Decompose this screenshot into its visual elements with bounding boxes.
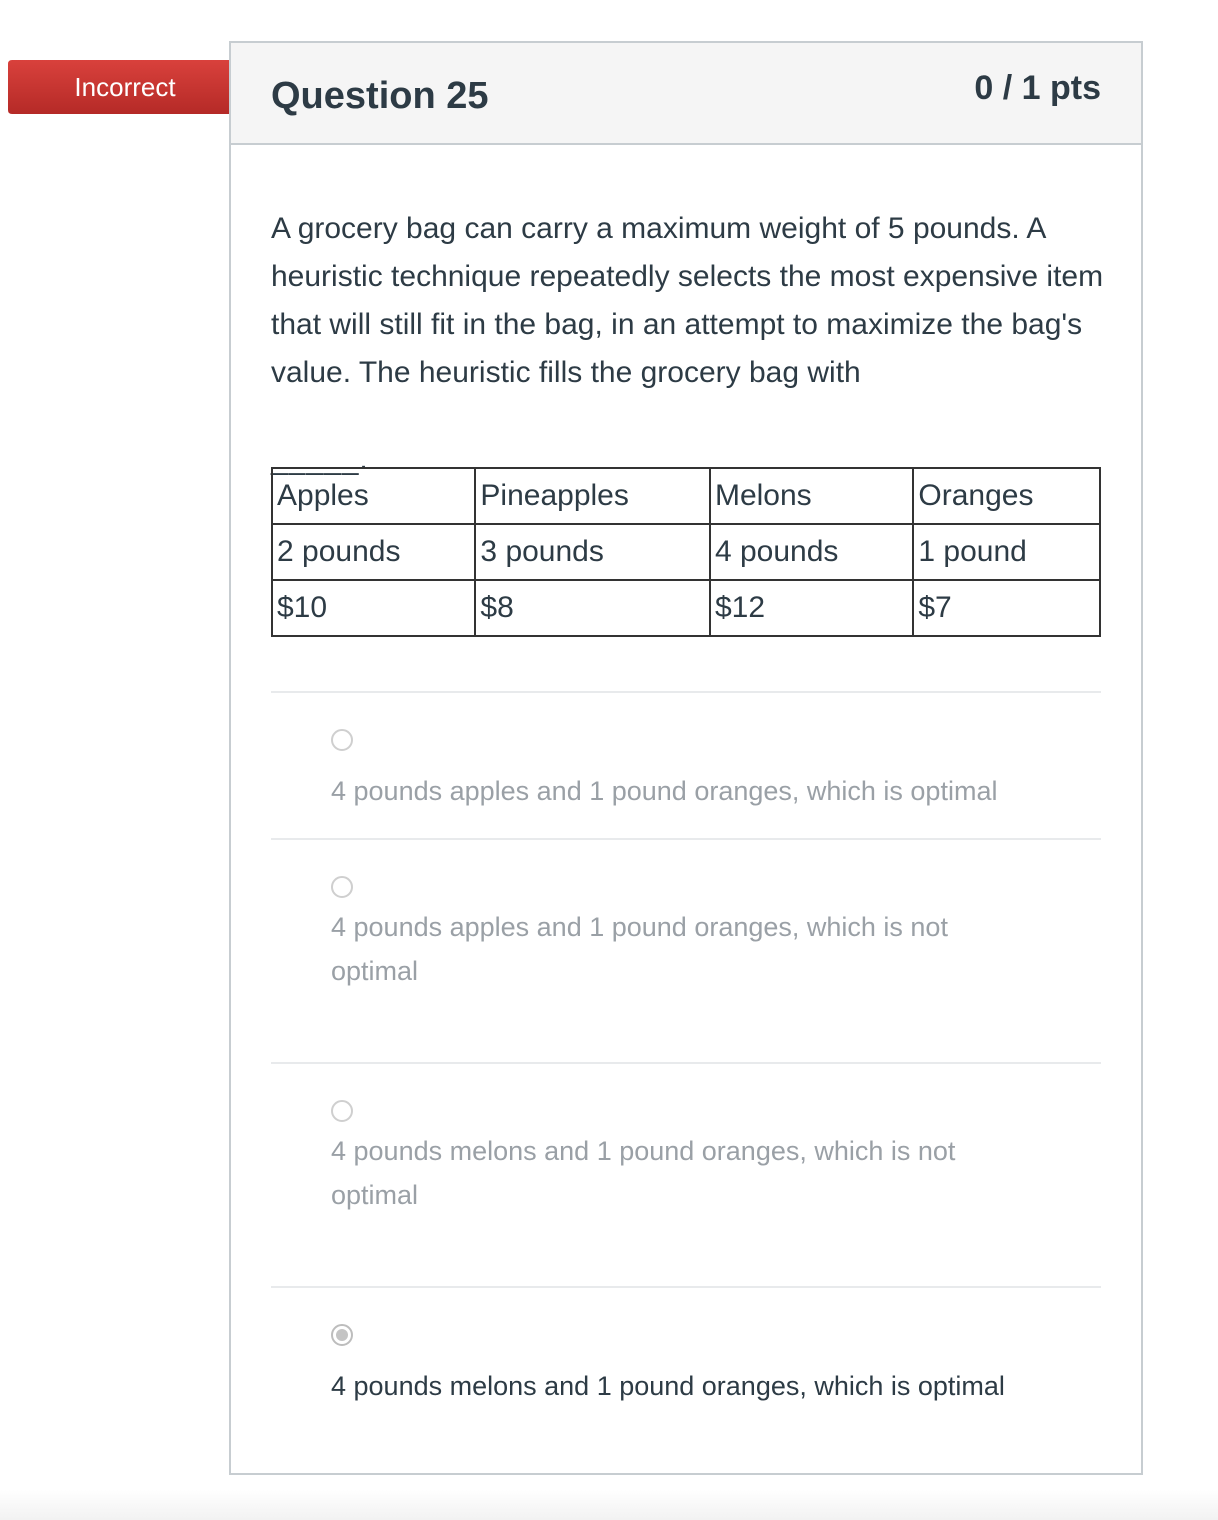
answer-radio-4-selected[interactable] xyxy=(331,1324,353,1346)
table-cell: $12 xyxy=(710,580,913,636)
table-cell: Melons xyxy=(710,468,913,524)
table-cell: 4 pounds xyxy=(710,524,913,580)
items-table xyxy=(271,467,1101,637)
question-text: A grocery bag can carry a maximum weight of 5 pounds. A heuristic technique repeatedly selects the most expensive item that will still fit in the bag, in an attempt to maximize the bag's value. The heuristic fills the grocery bag with xyxy=(271,212,1104,389)
question-blank: _____. xyxy=(271,443,369,476)
answer-text-2: 4 pounds apples and 1 pound oranges, which is not optimal xyxy=(331,912,948,986)
answer-radio-3[interactable] xyxy=(331,1100,353,1122)
status-label: Incorrect xyxy=(74,72,176,102)
answer-divider xyxy=(271,1062,1101,1064)
table-row xyxy=(272,580,1100,636)
incorrect-flag xyxy=(8,60,258,114)
bottom-shade xyxy=(0,1490,1218,1520)
table-cell: 2 pounds xyxy=(272,524,475,580)
table-row xyxy=(272,524,1100,580)
answer-divider xyxy=(271,838,1101,840)
answer-radio-1[interactable] xyxy=(331,729,353,751)
answer-divider xyxy=(271,1286,1101,1288)
question-header xyxy=(231,43,1141,145)
table-cell: $8 xyxy=(475,580,710,636)
answer-radio-2[interactable] xyxy=(331,876,353,898)
answer-divider xyxy=(271,691,1101,693)
table-row xyxy=(272,468,1100,524)
table-cell: Oranges xyxy=(913,468,1100,524)
question-card xyxy=(229,41,1143,1475)
answer-text-3: 4 pounds melons and 1 pound oranges, which is not optimal xyxy=(331,1136,956,1210)
question-title: Question 25 xyxy=(271,75,489,117)
answer-text-1: 4 pounds apples and 1 pound oranges, which is optimal xyxy=(331,776,998,806)
table-cell: Pineapples xyxy=(475,468,710,524)
table-cell: 1 pound xyxy=(913,524,1100,580)
question-points: 0 / 1 pts xyxy=(974,69,1101,107)
answer-text-4: 4 pounds melons and 1 pound oranges, which is optimal xyxy=(331,1371,1005,1401)
table-cell: Apples xyxy=(272,468,475,524)
table-cell: $10 xyxy=(272,580,475,636)
table-cell: $7 xyxy=(913,580,1100,636)
table-cell: 3 pounds xyxy=(475,524,710,580)
